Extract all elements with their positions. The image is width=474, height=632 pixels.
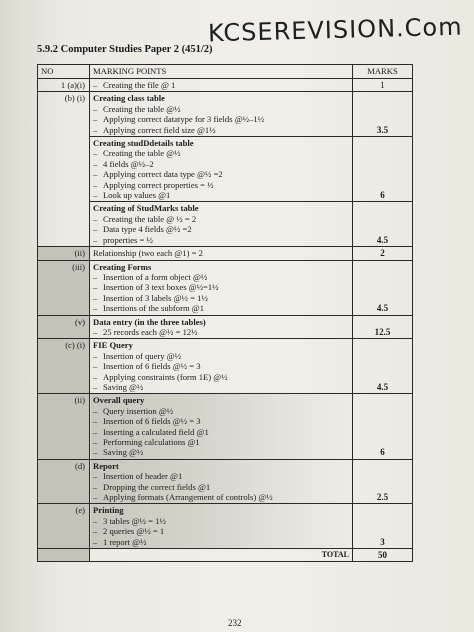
marking-point-item: – Insertion of header @1 [93,471,349,481]
marking-point-item: – Applying correct data type @½ =2 [93,169,349,179]
section-title: FIE Query [93,340,133,351]
marking-point-item: – Applying correct field size @1½ [93,125,349,135]
marks-value: 3.5 [353,92,413,137]
marking-point-item: – 2 queries @½ = 1 [93,526,349,536]
marking-points [90,260,353,315]
table-row [38,79,413,92]
marking-point-item: – properties = ½ [93,235,349,245]
total-label: TOTAL [90,549,353,562]
table-header-row [38,65,413,79]
marking-point-item: – Creating the file @ 1 [93,80,349,90]
marking-points [90,79,353,92]
marking-point-item: – Saving @½ [93,447,349,457]
marking-point-item: – Insertion of 3 labels @½ = 1½ [93,293,349,303]
section-title: Creating class table [93,93,165,104]
col-header-points: MARKING POINTS [90,65,353,79]
marking-points [90,247,353,260]
marks-value: 4.5 [353,202,413,247]
marking-point-item: – Data type 4 fields @½ =2 [93,224,349,234]
question-number: (d) [38,459,90,504]
marking-point-item: – Query insertion @½ [93,406,349,416]
table-row [38,260,413,315]
marking-point-item: – Saving @½ [93,382,349,392]
marking-point-item: – Insertions of the subform @1 [93,303,349,313]
marking-points [90,315,353,339]
watermark-text: KCSEREVISION.Com [207,12,463,48]
section-title: Creating studDdetails table [93,138,194,149]
marks-value: 6 [353,394,413,459]
marking-point-item: – Inserting a calculated field @1 [93,427,349,437]
question-number: (b) (i) [38,92,90,247]
table-row [38,315,413,339]
table-row [38,394,413,459]
question-number: (iii) [38,260,90,315]
section-title: Data entry (in the three tables) [93,316,206,327]
table-row [38,137,413,202]
marking-point-item: – Creating the table @½ [93,104,349,114]
table-row [38,339,413,394]
marking-point-item: – Insertion of 3 text boxes @½=1½ [93,282,349,292]
table-row [38,202,413,247]
table-row [38,459,413,504]
marking-point-item: – 25 records each @½ = 12½ [93,327,349,337]
total-value: 50 [353,549,413,562]
section-title: Printing [93,505,124,516]
marking-point-item: – 1 report @½ [93,537,349,547]
question-number: (c) (i) [38,339,90,394]
marking-points [90,394,353,459]
section-title: Creating Forms [93,261,152,272]
marking-point-item: – Look up values @1 [93,190,349,200]
marking-points [90,137,353,202]
marking-point-item: – Creating the table @ ½ = 2 [93,214,349,224]
table-row [38,504,413,549]
section-title: Report [93,460,119,471]
marking-points [90,92,353,137]
question-number: (ii) [38,247,90,260]
marking-point-item: – Insertion of 6 fields @½ = 3 [93,416,349,426]
marks-value: 1 [353,79,413,92]
col-header-no: NO [38,65,90,79]
page-number: 232 [228,618,242,628]
marks-value: 2.5 [353,459,413,504]
marks-value: 4.5 [353,260,413,315]
marking-points [90,459,353,504]
marking-point-item: – Dropping the correct fields @1 [93,482,349,492]
table-body [38,79,413,549]
marking-point-item: – Applying correct datatype for 3 fields @½–1½ [93,114,349,124]
table-row [38,247,413,260]
marking-point-item: – Performing calculations @1 [93,437,349,447]
marking-points [90,202,353,247]
marking-point-item: – Applying constraints (form 1E) @½ [93,372,349,382]
col-header-marks: MARKS [353,65,413,79]
marking-point-text: Relationship (two each @1) = 2 [93,248,203,259]
question-number: (e) [38,504,90,549]
marking-points [90,504,353,549]
marking-point-item: – Insertion of a form object @½ [93,272,349,282]
marking-point-item: – 4 fields @½–2 [93,159,349,169]
section-title: Creating of StudMarks table [93,203,199,214]
total-row [38,549,413,562]
marking-points [90,339,353,394]
marks-value: 6 [353,137,413,202]
table-row [38,92,413,137]
marking-point-item: – Insertion of 6 fields @½ = 3 [93,361,349,371]
question-number: (v) [38,315,90,339]
marks-value: 2 [353,247,413,260]
marking-point-item: – 3 tables @½ = 1½ [93,516,349,526]
marking-point-item: – Applying correct properties = ½ [93,180,349,190]
marking-point-item: – Creating the table @½ [93,148,349,158]
marks-value: 3 [353,504,413,549]
question-number: (ii) [38,394,90,459]
marking-scheme-table [37,64,413,562]
page-heading: 5.9.2 Computer Studies Paper 2 (451/2) [37,44,213,55]
marking-point-item: – Applying formats (Arrangement of controls) @½ [93,492,349,502]
section-title: Overall query [93,395,145,406]
question-number: 1 (a)(i) [38,79,90,92]
marks-value: 12.5 [353,315,413,339]
marks-value: 4.5 [353,339,413,394]
marking-point-item: – Insertion of query @½ [93,351,349,361]
